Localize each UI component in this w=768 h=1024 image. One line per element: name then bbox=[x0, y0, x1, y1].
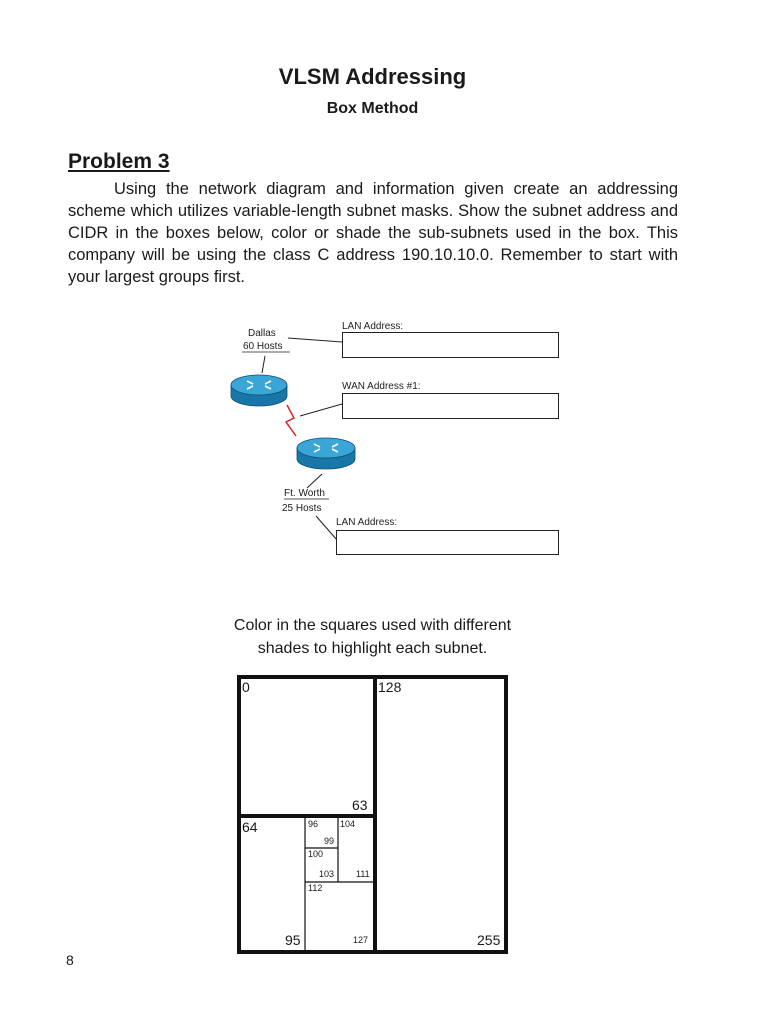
block-start-number: 100 bbox=[308, 849, 324, 859]
ftworth-label: Ft. Worth bbox=[284, 488, 325, 499]
block-end-number: 99 bbox=[324, 836, 335, 846]
block-start-number: 0 bbox=[242, 679, 250, 695]
block-start-number: 64 bbox=[242, 819, 258, 835]
lan-address-label: LAN Address: bbox=[336, 517, 398, 528]
block-end-number: 255 bbox=[477, 932, 501, 948]
dallas-label: Dallas bbox=[248, 328, 276, 339]
ftworth-hosts: 25 Hosts bbox=[282, 503, 322, 514]
wan-address-label: WAN Address #1: bbox=[342, 381, 421, 392]
block-start-number: 96 bbox=[308, 819, 319, 829]
page-title: VLSM Addressing bbox=[278, 64, 467, 89]
block-end-number: 111 bbox=[356, 869, 370, 879]
block-end-number: 103 bbox=[319, 869, 335, 879]
block-start-number: 112 bbox=[308, 883, 323, 893]
block-end-number: 95 bbox=[285, 932, 301, 948]
block-end-number: 63 bbox=[352, 797, 368, 813]
instructions-line: shades to highlight each subnet. bbox=[257, 640, 488, 657]
block-end-number: 127 bbox=[353, 935, 369, 945]
page-number: 8 bbox=[66, 952, 74, 968]
instructions-line: Color in the squares used with different bbox=[233, 617, 512, 634]
lan-address-label: LAN Address: bbox=[342, 321, 404, 332]
block-start-number: 128 bbox=[378, 679, 402, 695]
problem-text: Using the network diagram and information given create an addressing scheme which utilizes variable-length subnet masks. Show the subnet address and CIDR in the boxes below, color or shade the sub-subnets used in the box. This company will be using the class C address 190.10.10.0. Remember to start with your largest groups first. bbox=[68, 180, 678, 286]
page-subtitle: Box Method bbox=[326, 100, 419, 117]
problem-heading: Problem 3 bbox=[68, 150, 170, 173]
block-start-number: 104 bbox=[340, 819, 356, 829]
dallas-hosts: 60 Hosts bbox=[243, 341, 283, 352]
